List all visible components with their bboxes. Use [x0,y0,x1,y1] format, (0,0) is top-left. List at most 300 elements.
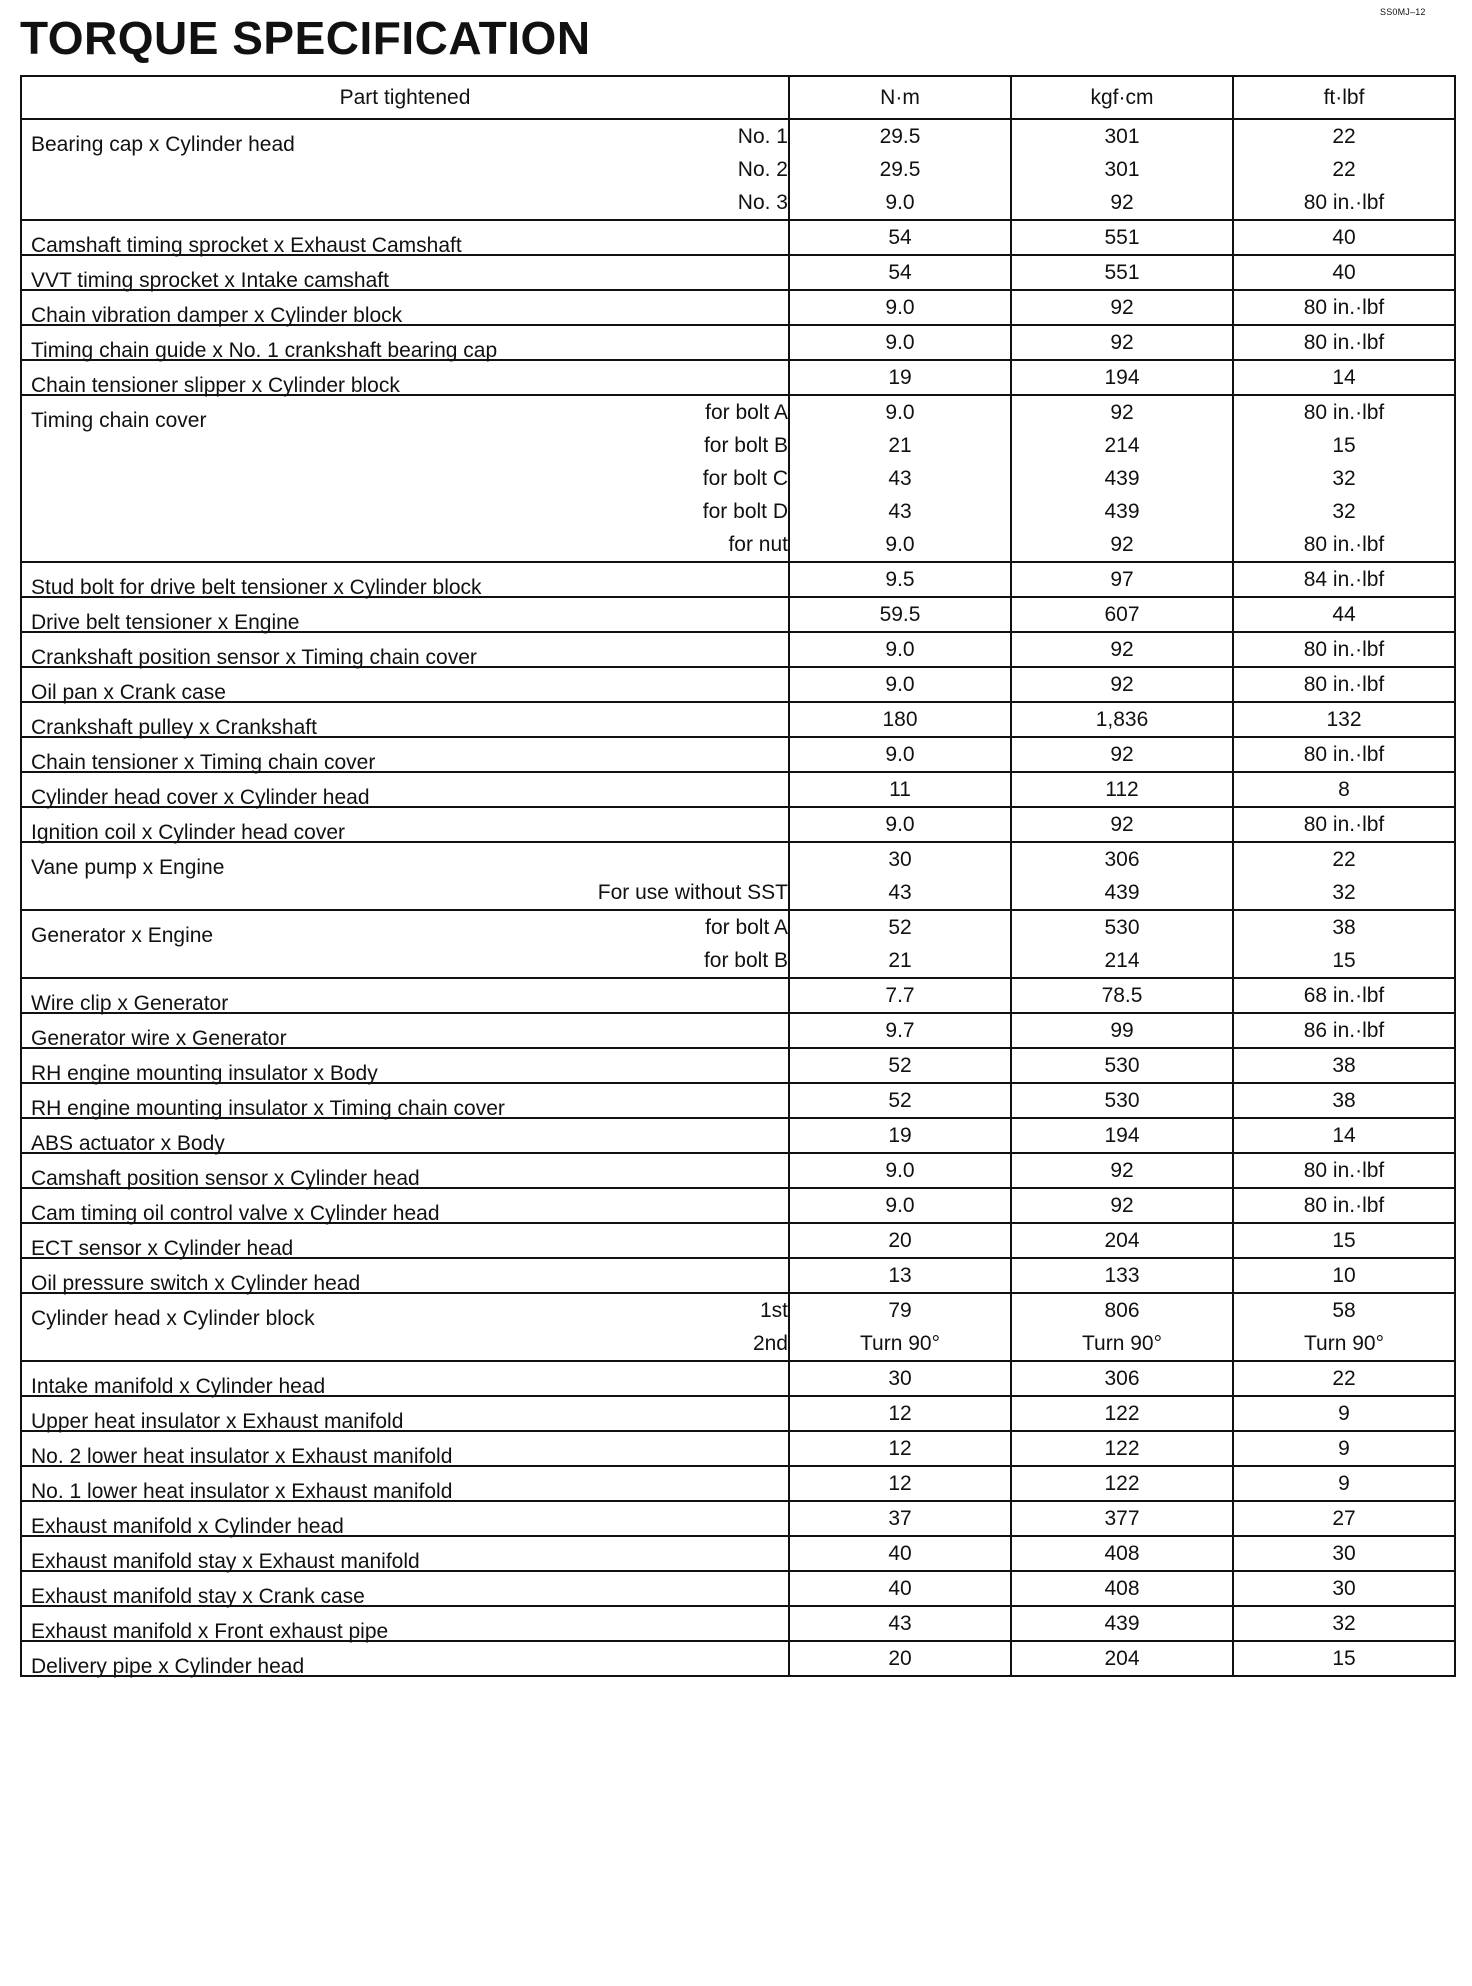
nm-value: 12 [888,1402,912,1425]
header-nm: N·m [789,76,1011,119]
part-name: VVT timing sprocket x Intake camshaft [31,269,389,292]
kgf-cm-value: 122 [1104,1472,1140,1495]
kgf-cm-value: 78.5 [1101,984,1143,1007]
kgf-cm-value-cell [1011,1258,1233,1293]
nm-value: 13 [888,1264,912,1287]
part-name: No. 2 lower heat insulator x Exhaust manifold [31,1445,453,1468]
nm-value-cell [789,1466,1011,1501]
ft-lbf-value-cell [1233,1501,1455,1536]
part-name: Exhaust manifold stay x Exhaust manifold [31,1550,420,1573]
ft-lbf-value: 9 [1338,1472,1350,1495]
ft-lbf-value: 44 [1332,603,1356,626]
part-name: ABS actuator x Body [31,1132,225,1155]
nm-value-cell [789,1048,1011,1083]
kgf-cm-value-cell [1011,807,1233,842]
ft-lbf-value: 8 [1338,778,1350,801]
nm-value-cell [789,290,1011,325]
nm-value: 12 [888,1472,912,1495]
table-row [21,1048,1455,1083]
ft-lbf-value: 15 [1332,949,1356,972]
table-row [21,255,1455,290]
part-name: Camshaft timing sprocket x Exhaust Camshaft [31,234,462,257]
nm-value-cell [789,737,1011,772]
nm-value-cell [789,1396,1011,1431]
ft-lbf-value: 80 in.·lbf [1303,331,1385,354]
nm-value-cell [789,1431,1011,1466]
kgf-cm-value-cell [1011,1048,1233,1083]
ft-lbf-value-cell [1233,325,1455,360]
part-name: Timing chain cover [31,409,207,432]
ft-lbf-value-cell [1233,1293,1455,1361]
part-name: Crankshaft position sensor x Timing chain cover [31,646,477,669]
nm-value: 9.0 [885,1194,915,1217]
kgf-cm-value-cell [1011,1188,1233,1223]
kgf-cm-value: 301 [1104,158,1140,181]
table-row [21,1293,1455,1361]
part-tightened-cell [21,772,789,807]
part-tightened-cell [21,290,789,325]
ft-lbf-value: 22 [1332,125,1356,148]
ft-lbf-value-cell [1233,1466,1455,1501]
part-tightened-cell [21,1293,789,1361]
kgf-cm-value: 408 [1104,1577,1140,1600]
part-name: Stud bolt for drive belt tensioner x Cylinder block [31,576,482,599]
table-row [21,1188,1455,1223]
part-sub-label: for bolt D [702,500,788,523]
table-row [21,119,1455,220]
part-sub-label: for bolt B [703,949,788,972]
table-row [21,1361,1455,1396]
kgf-cm-value: 92 [1110,191,1134,214]
ft-lbf-value-cell [1233,1606,1455,1641]
kgf-cm-value: 92 [1110,638,1134,661]
kgf-cm-value: 301 [1104,125,1140,148]
kgf-cm-value: 607 [1104,603,1140,626]
kgf-cm-value: 530 [1104,1054,1140,1077]
kgf-cm-value: 551 [1104,261,1140,284]
kgf-cm-value: 122 [1104,1402,1140,1425]
kgf-cm-value-cell [1011,632,1233,667]
part-sub-label: for bolt B [703,434,788,457]
kgf-cm-value-cell [1011,1536,1233,1571]
ft-lbf-value: 15 [1332,434,1356,457]
kgf-cm-value-cell [1011,1361,1233,1396]
nm-value: 43 [888,467,912,490]
table-row [21,702,1455,737]
part-name: Timing chain guide x No. 1 crankshaft bearing cap [31,339,498,362]
part-tightened-cell [21,220,789,255]
ft-lbf-value: 86 in.·lbf [1303,1019,1385,1042]
part-tightened-cell [21,325,789,360]
table-row [21,737,1455,772]
kgf-cm-value: 439 [1104,467,1140,490]
table-row [21,1153,1455,1188]
nm-value: 20 [888,1647,912,1670]
nm-value: 19 [888,366,912,389]
kgf-cm-value: 214 [1104,434,1140,457]
kgf-cm-value: 92 [1110,533,1134,556]
kgf-cm-value: 439 [1104,500,1140,523]
part-name: Generator wire x Generator [31,1027,287,1050]
kgf-cm-value-cell [1011,325,1233,360]
ft-lbf-value-cell [1233,737,1455,772]
nm-value: Turn 90° [860,1332,940,1355]
table-body [21,119,1455,1676]
nm-value-cell [789,1501,1011,1536]
part-tightened-cell [21,910,789,978]
nm-value: 9.0 [885,743,915,766]
ft-lbf-value: 80 in.·lbf [1303,638,1385,661]
table-row [21,1396,1455,1431]
part-tightened-cell [21,1013,789,1048]
table-row [21,1606,1455,1641]
part-tightened-cell [21,702,789,737]
part-name: Delivery pipe x Cylinder head [31,1655,305,1678]
ft-lbf-value-cell [1233,1258,1455,1293]
nm-value: 11 [889,778,911,801]
part-sub-label: for bolt A [705,916,788,939]
part-tightened-cell [21,1361,789,1396]
kgf-cm-value: 92 [1110,813,1134,836]
part-name: Cam timing oil control valve x Cylinder head [31,1202,440,1225]
part-tightened-cell [21,1536,789,1571]
nm-value-cell [789,1361,1011,1396]
ft-lbf-value: 80 in.·lbf [1303,191,1385,214]
ft-lbf-value-cell [1233,1153,1455,1188]
ft-lbf-value: 40 [1332,226,1356,249]
ft-lbf-value: 80 in.·lbf [1303,673,1385,696]
part-tightened-cell [21,1466,789,1501]
part-tightened-cell [21,667,789,702]
nm-value: 43 [888,1612,912,1635]
nm-value-cell [789,1188,1011,1223]
ft-lbf-value-cell [1233,1188,1455,1223]
part-tightened-cell [21,807,789,842]
ft-lbf-value-cell [1233,1571,1455,1606]
table-row [21,1431,1455,1466]
part-tightened-cell [21,1083,789,1118]
nm-value: 9.0 [885,401,915,424]
part-tightened-cell [21,632,789,667]
nm-value: 9.5 [885,568,915,591]
part-name: Generator x Engine [31,924,214,947]
kgf-cm-value: 439 [1104,1612,1140,1635]
part-name: Cylinder head x Cylinder block [31,1307,315,1330]
table-row [21,1501,1455,1536]
nm-value: 9.0 [885,331,915,354]
ft-lbf-value: 27 [1332,1507,1356,1530]
ft-lbf-value-cell [1233,842,1455,910]
ft-lbf-value: 22 [1332,848,1356,871]
kgf-cm-value: 122 [1104,1437,1140,1460]
part-name: Drive belt tensioner x Engine [31,611,300,634]
ft-lbf-value: 30 [1332,1577,1356,1600]
table-row [21,1083,1455,1118]
ft-lbf-value: 30 [1332,1542,1356,1565]
part-tightened-cell [21,1606,789,1641]
ft-lbf-value: 14 [1332,366,1356,389]
nm-value: 52 [888,916,912,939]
part-sub-label: for nut [728,533,788,556]
part-tightened-cell [21,119,789,220]
kgf-cm-value: 439 [1104,881,1140,904]
ft-lbf-value-cell [1233,1223,1455,1258]
part-name: Bearing cap x Cylinder head [31,133,295,156]
ft-lbf-value: 80 in.·lbf [1303,533,1385,556]
ft-lbf-value-cell [1233,220,1455,255]
part-name: No. 1 lower heat insulator x Exhaust manifold [31,1480,453,1503]
kgf-cm-value: 551 [1104,226,1140,249]
part-tightened-cell [21,1396,789,1431]
nm-value-cell [789,632,1011,667]
ft-lbf-value: 22 [1332,1367,1356,1390]
part-tightened-cell [21,562,789,597]
nm-value-cell [789,842,1011,910]
part-tightened-cell [21,1188,789,1223]
kgf-cm-value-cell [1011,737,1233,772]
table-row [21,1013,1455,1048]
nm-value-cell [789,360,1011,395]
kgf-cm-value: 92 [1110,1194,1134,1217]
ft-lbf-value: 84 in.·lbf [1303,568,1385,591]
ft-lbf-value-cell [1233,1641,1455,1676]
nm-value-cell [789,1293,1011,1361]
ft-lbf-value-cell [1233,290,1455,325]
kgf-cm-value-cell [1011,255,1233,290]
table-row [21,360,1455,395]
nm-value: 59.5 [879,603,921,626]
part-tightened-cell [21,255,789,290]
kgf-cm-value: 99 [1110,1019,1134,1042]
table-row [21,1223,1455,1258]
ft-lbf-value: 80 in.·lbf [1303,1159,1385,1182]
nm-value: 19 [888,1124,912,1147]
kgf-cm-value-cell [1011,597,1233,632]
ft-lbf-value: 80 in.·lbf [1303,743,1385,766]
kgf-cm-value: 92 [1110,743,1134,766]
part-name: Cylinder head cover x Cylinder head [31,786,370,809]
part-name: Exhaust manifold x Cylinder head [31,1515,344,1538]
nm-value-cell [789,1641,1011,1676]
part-tightened-cell [21,842,789,910]
nm-value-cell [789,1153,1011,1188]
kgf-cm-value: 112 [1105,778,1139,801]
kgf-cm-value-cell [1011,220,1233,255]
ft-lbf-value: 38 [1332,1054,1356,1077]
nm-value: 21 [888,949,912,972]
nm-value-cell [789,1223,1011,1258]
nm-value-cell [789,772,1011,807]
nm-value-cell [789,255,1011,290]
kgf-cm-value: 204 [1104,1229,1140,1252]
header-part-tightened: Part tightened [21,76,789,119]
nm-value: 180 [882,708,918,731]
page-title: TORQUE SPECIFICATION [20,12,591,64]
part-name: Camshaft position sensor x Cylinder head [31,1167,420,1190]
kgf-cm-value-cell [1011,1153,1233,1188]
nm-value-cell [789,1606,1011,1641]
kgf-cm-value-cell [1011,667,1233,702]
table-row [21,562,1455,597]
ft-lbf-value: 10 [1332,1264,1356,1287]
kgf-cm-value: 306 [1104,848,1140,871]
nm-value-cell [789,1536,1011,1571]
ft-lbf-value: 32 [1332,881,1356,904]
ft-lbf-value-cell [1233,1396,1455,1431]
kgf-cm-value-cell [1011,702,1233,737]
nm-value-cell [789,325,1011,360]
nm-value-cell [789,220,1011,255]
table-row [21,1641,1455,1676]
kgf-cm-value-cell [1011,1466,1233,1501]
ft-lbf-value: 32 [1332,467,1356,490]
nm-value-cell [789,1118,1011,1153]
ft-lbf-value: 80 in.·lbf [1303,401,1385,424]
kgf-cm-value-cell [1011,395,1233,562]
kgf-cm-value: 194 [1104,1124,1140,1147]
part-name: ECT sensor x Cylinder head [31,1237,294,1260]
ft-lbf-value-cell [1233,667,1455,702]
nm-value-cell [789,702,1011,737]
part-name: Chain tensioner x Timing chain cover [31,751,376,774]
table-row [21,667,1455,702]
kgf-cm-value-cell [1011,772,1233,807]
kgf-cm-value: 92 [1110,673,1134,696]
kgf-cm-value: 133 [1104,1264,1140,1287]
part-name: Chain tensioner slipper x Cylinder block [31,374,400,397]
kgf-cm-value: 214 [1104,949,1140,972]
kgf-cm-value-cell [1011,1641,1233,1676]
part-name: Crankshaft pulley x Crankshaft [31,716,317,739]
kgf-cm-value-cell [1011,1431,1233,1466]
ft-lbf-value-cell [1233,1536,1455,1571]
nm-value: 43 [888,881,912,904]
kgf-cm-value-cell [1011,1606,1233,1641]
ft-lbf-value-cell [1233,632,1455,667]
ft-lbf-value-cell [1233,255,1455,290]
part-name: Intake manifold x Cylinder head [31,1375,326,1398]
ft-lbf-value-cell [1233,395,1455,562]
kgf-cm-value-cell [1011,360,1233,395]
kgf-cm-value: 530 [1104,1089,1140,1112]
part-sub-label: No. 2 [737,158,788,181]
part-tightened-cell [21,1258,789,1293]
ft-lbf-value-cell [1233,360,1455,395]
kgf-cm-value: 92 [1110,296,1134,319]
part-tightened-cell [21,1118,789,1153]
ft-lbf-value-cell [1233,597,1455,632]
part-name: RH engine mounting insulator x Body [31,1062,378,1085]
kgf-cm-value: 1,836 [1095,708,1149,731]
nm-value: 20 [888,1229,912,1252]
table-row [21,978,1455,1013]
ft-lbf-value: 38 [1332,916,1356,939]
table-row [21,325,1455,360]
kgf-cm-value: 306 [1104,1367,1140,1390]
kgf-cm-value-cell [1011,119,1233,220]
ft-lbf-value: 38 [1332,1089,1356,1112]
part-name: Chain vibration damper x Cylinder block [31,304,403,327]
part-tightened-cell [21,395,789,562]
nm-value: 54 [888,226,912,249]
ft-lbf-value-cell [1233,702,1455,737]
part-sub-label: No. 1 [737,125,788,148]
nm-value: 30 [888,1367,912,1390]
part-name: RH engine mounting insulator x Timing chain cover [31,1097,505,1120]
table-row [21,842,1455,910]
ft-lbf-value: 68 in.·lbf [1303,984,1385,1007]
nm-value-cell [789,1258,1011,1293]
page-code: SS0MJ–12 [1380,7,1426,17]
part-sub-label: No. 3 [737,191,788,214]
kgf-cm-value-cell [1011,978,1233,1013]
kgf-cm-value: 92 [1110,401,1134,424]
nm-value: 9.0 [885,1159,915,1182]
nm-value-cell [789,1083,1011,1118]
nm-value-cell [789,1571,1011,1606]
ft-lbf-value: 80 in.·lbf [1303,1194,1385,1217]
nm-value: 79 [888,1299,912,1322]
kgf-cm-value-cell [1011,562,1233,597]
table-row [21,910,1455,978]
part-name: Oil pan x Crank case [31,681,226,704]
nm-value: 9.0 [885,191,915,214]
torque-spec-table [20,75,1456,1677]
kgf-cm-value-cell [1011,1118,1233,1153]
nm-value: 37 [888,1507,912,1530]
kgf-cm-value: Turn 90° [1082,1332,1162,1355]
ft-lbf-value-cell [1233,1118,1455,1153]
part-tightened-cell [21,1223,789,1258]
ft-lbf-value: Turn 90° [1304,1332,1384,1355]
part-tightened-cell [21,978,789,1013]
part-tightened-cell [21,1431,789,1466]
part-name: Oil pressure switch x Cylinder head [31,1272,361,1295]
ft-lbf-value-cell [1233,119,1455,220]
kgf-cm-value-cell [1011,1223,1233,1258]
nm-value-cell [789,395,1011,562]
kgf-cm-value: 408 [1104,1542,1140,1565]
ft-lbf-value-cell [1233,910,1455,978]
ft-lbf-value: 15 [1332,1647,1356,1670]
nm-value: 43 [888,500,912,523]
part-sub-label: for bolt A [705,401,788,424]
part-tightened-cell [21,1501,789,1536]
nm-value-cell [789,1013,1011,1048]
kgf-cm-value: 92 [1110,1159,1134,1182]
kgf-cm-value-cell [1011,1396,1233,1431]
part-name: Vane pump x Engine [31,856,225,879]
ft-lbf-value-cell [1233,562,1455,597]
ft-lbf-value: 58 [1332,1299,1356,1322]
nm-value: 9.0 [885,813,915,836]
ft-lbf-value: 80 in.·lbf [1303,813,1385,836]
kgf-cm-value-cell [1011,1501,1233,1536]
nm-value: 21 [888,434,912,457]
nm-value-cell [789,667,1011,702]
part-tightened-cell [21,1571,789,1606]
part-tightened-cell [21,1153,789,1188]
ft-lbf-value: 14 [1332,1124,1356,1147]
nm-value-cell [789,119,1011,220]
nm-value: 9.0 [885,638,915,661]
nm-value: 40 [888,1542,912,1565]
table-row [21,290,1455,325]
header-row [21,76,1455,119]
part-name: Wire clip x Generator [31,992,229,1015]
nm-value: 52 [888,1089,912,1112]
part-tightened-cell [21,597,789,632]
